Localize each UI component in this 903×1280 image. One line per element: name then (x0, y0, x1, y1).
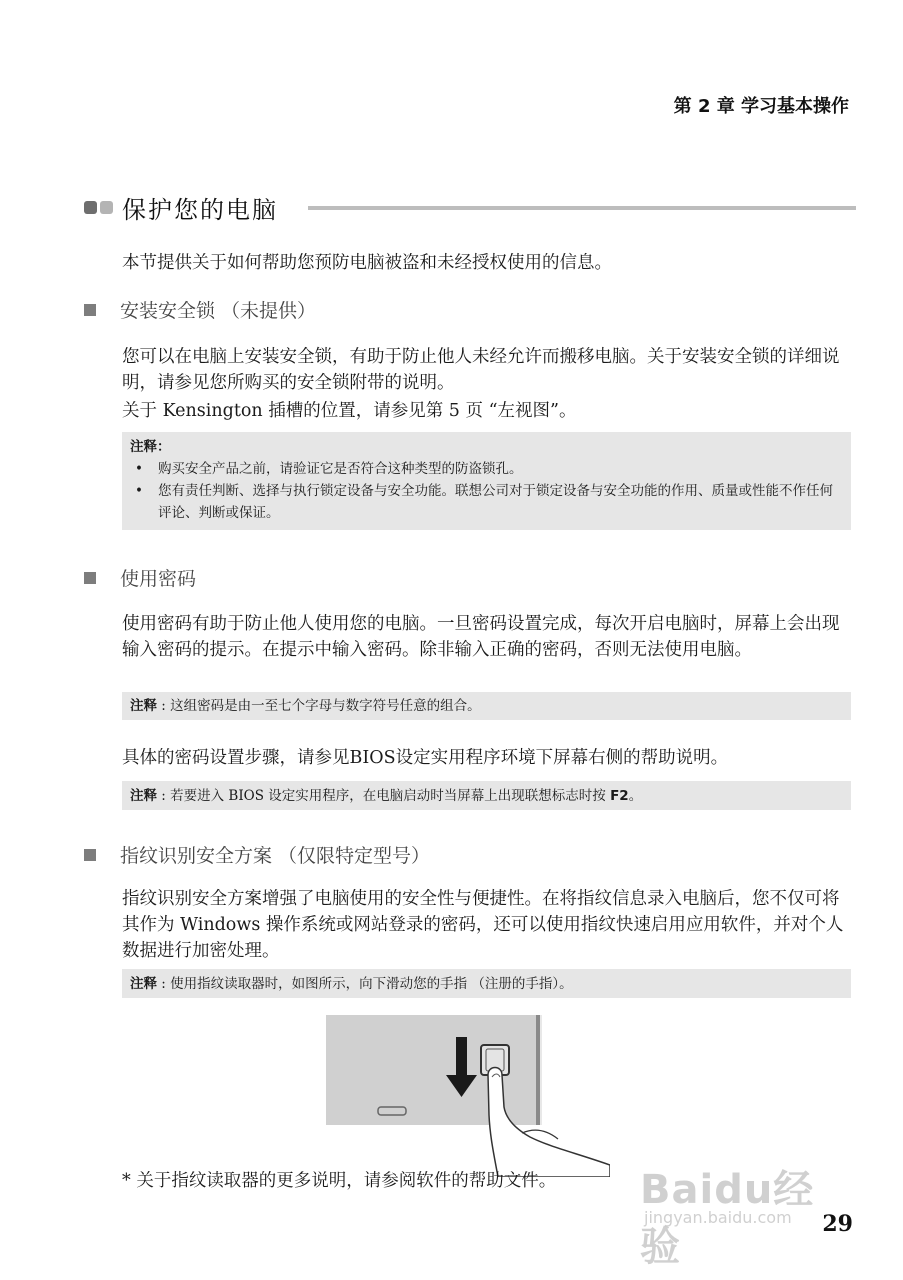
security-lock-paragraph: 您可以在电脑上安装安全锁，有助于防止他人未经允许而搬移电脑。关于安装安全锁的详细说明，请参见您所购买的安全锁附带的说明。 (122, 347, 840, 393)
note-label: 注释 (130, 698, 157, 714)
subheading-label: 指纹识别安全方案 （仅限特定型号） (120, 845, 431, 867)
subheading-password (84, 564, 196, 590)
note-text: : 若要进入 BIOS 设定实用程序，在电脑启动时当屏幕上出现联想标志时按 (157, 788, 611, 804)
laptop-edge (536, 1015, 540, 1125)
subheading-security-lock (84, 296, 316, 322)
baidu-watermark (640, 1158, 850, 1270)
fingerprint-footnote: * 关于指纹读取器的更多说明，请参阅软件的帮助文件。 (122, 1171, 557, 1191)
section-title: 保护您的电脑 (122, 196, 278, 224)
subheading-fingerprint (84, 841, 430, 867)
kensington-paragraph: 关于 Kensington 插槽的位置，请参见第 5 页 “左视图”。 (122, 401, 577, 421)
fingerprint-paragraph: 指纹识别安全方案增强了电脑使用的安全性与便捷性。在将指纹信息录入电脑后，您不仅可将其作为 Windows 操作系统或网站登录的密码，还可以使用指纹快速启用应用软件，并对个人数据进行加密处理。 (122, 889, 844, 961)
note-item: • 您有责任判断、选择与执行锁定设备与安全功能。联想公司对于锁定设备与安全功能的作用、质量或性能不作任何评论、判断或保证。 (130, 480, 843, 524)
fingerprint-note (122, 969, 851, 998)
security-lock-note (122, 432, 851, 530)
subheading-label: 使用密码 (120, 568, 197, 590)
watermark-logo: Baidu经验 (640, 1167, 815, 1270)
password-paragraph: 使用密码有助于防止他人使用您的电脑。一旦密码设置完成，每次开启电脑时，屏幕上会出现输入密码的提示。在提示中输入密码。除非输入正确的密码，否则无法使用电脑。 (122, 614, 840, 660)
chapter-header: 第 2 章 学习基本操作 (673, 96, 849, 117)
f2-key: F2 (610, 788, 629, 804)
intro-paragraph: 本节提供关于如何帮助您预防电脑被盗和未经授权使用的信息。 (122, 253, 612, 273)
fingerprint-reader-illustration (326, 1015, 610, 1177)
note-label: 注释： (130, 439, 171, 455)
square-bullet-icon (84, 572, 96, 584)
note-text: : 这组密码是由一至七个字母与数字符号任意的组合。 (157, 698, 481, 714)
subheading-label: 安装安全锁 （未提供） (120, 300, 317, 322)
note-text: : 使用指纹读取器时，如图所示，向下滑动您的手指 （注册的手指）。 (157, 976, 573, 992)
note-label: 注释 (130, 976, 157, 992)
note-item: • 购买安全产品之前，请验证它是否符合这种类型的防盗锁孔。 (130, 458, 843, 480)
bios-note (122, 781, 851, 810)
bios-paragraph: 具体的密码设置步骤，请参见BIOS设定实用程序环境下屏幕右侧的帮助说明。 (122, 748, 729, 768)
section-bullet-icon (84, 199, 116, 218)
section-heading (84, 190, 856, 224)
page-number: 29 (822, 1211, 853, 1237)
watermark-url: jingyan.baidu.com (644, 1208, 792, 1227)
password-note (122, 692, 851, 720)
note-label: 注释 (130, 788, 157, 804)
note-text-end: 。 (628, 788, 643, 804)
section-divider (308, 206, 856, 210)
square-bullet-icon (84, 849, 96, 861)
square-bullet-icon (84, 304, 96, 316)
